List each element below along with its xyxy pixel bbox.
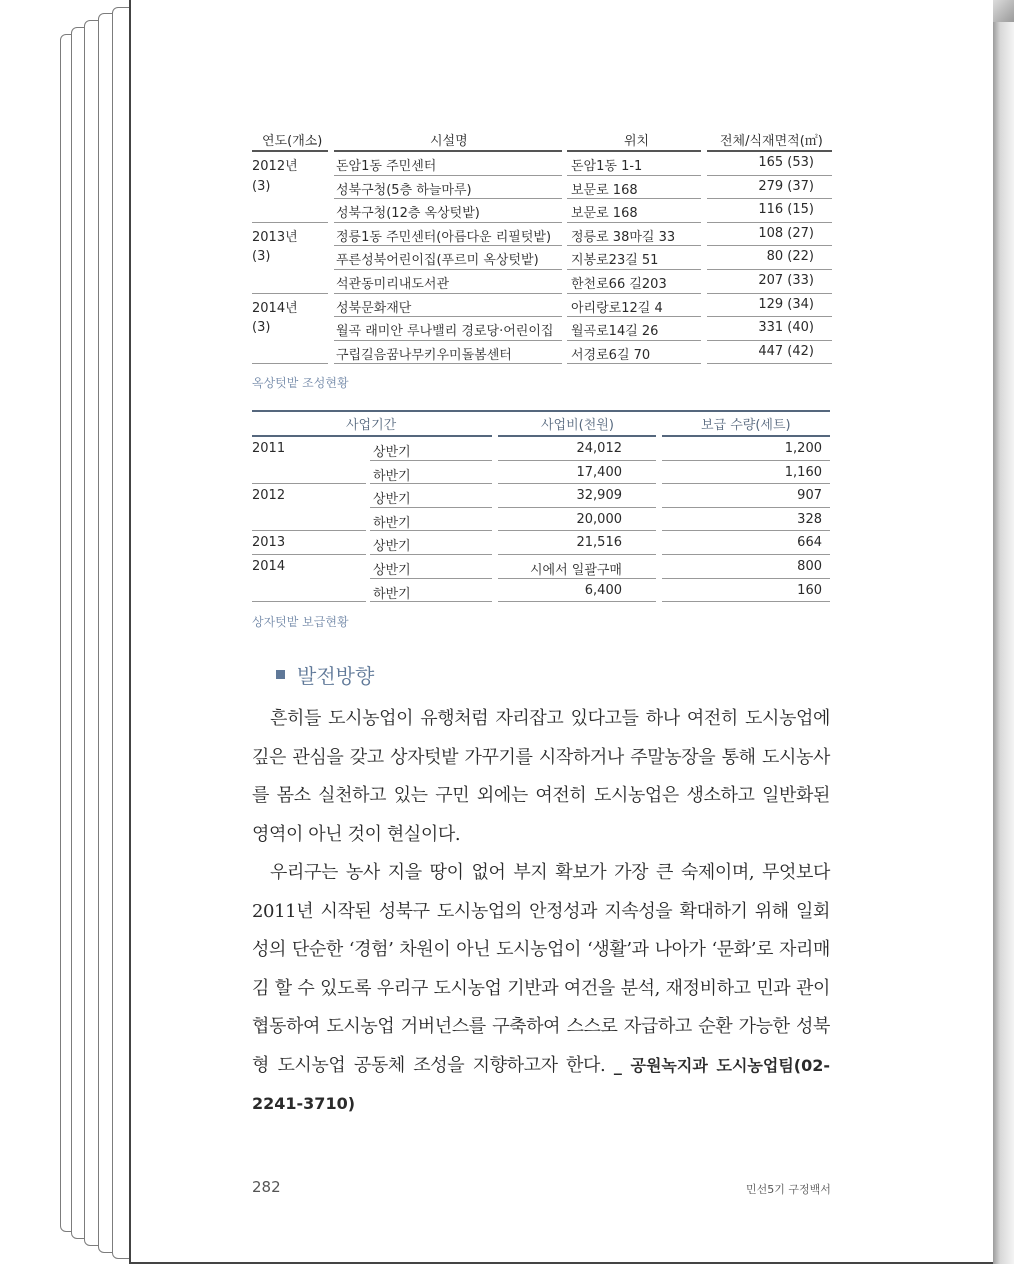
section-title (276, 660, 374, 689)
section-title-text: 발전방향 (297, 664, 375, 688)
table-header (252, 126, 832, 152)
cell-qty: 1,160 (784, 464, 822, 480)
table-row (252, 579, 830, 603)
cell-cost: 24,012 (576, 441, 622, 456)
col-year-header: 연도(개소) (262, 134, 323, 149)
cell-location: 한천로66 길203 (571, 276, 667, 292)
col-location-header: 위치 (624, 134, 650, 149)
table-row (252, 223, 832, 247)
cell-area: 447 (42) (758, 343, 814, 359)
table-row (252, 152, 832, 176)
cell-area: 116 (15) (758, 202, 814, 218)
cell-area: 331 (40) (758, 320, 814, 336)
cell-facility: 성북문화재단 (336, 300, 412, 316)
table-row (252, 246, 832, 270)
col-name-header: 시설명 (430, 134, 468, 149)
cell-qty: 1,200 (784, 441, 822, 456)
col-cost-header: 사업비(천원) (541, 418, 614, 433)
cell-area: 129 (34) (758, 296, 814, 312)
cell-half: 하반기 (373, 586, 411, 602)
cell-area: 279 (37) (758, 178, 814, 194)
cell-cost: 20,000 (576, 511, 622, 527)
paragraph-text: 우리구는 농사 지을 땅이 없어 부지 확보가 가장 큰 숙제이며, 무엇보다 2011년 시작된 성북구 도시농업의 안정성과 지속성을 확대하기 위해 일회성의 단순한 ‘경험’ 차원이 아닌 도시농업이 ‘생활’과 나아가 ‘문화’로 자리매김 할 수 있도록 우리구 도시농업 기반과 여건을 분석, 재정비하고 민과 관이 협동하여 도시농업 거버넌스를 구축하여 스스로 자급하고 순환 가능한 성북형 도시농업 공동체 조성을 지향하고자 한다. (252, 862, 830, 1076)
table-caption: 옥상텃밭 조성현황 (252, 376, 349, 390)
page-number: 282 (252, 1178, 281, 1196)
cell-cost: 시에서 일괄구매 (529, 562, 622, 578)
cell-cost: 17,400 (576, 464, 622, 480)
cell-year: 2012년 (252, 159, 298, 174)
cell-facility: 석관동미리내도서관 (336, 276, 450, 292)
cell-year: (3) (252, 320, 271, 336)
cell-qty: 328 (797, 511, 822, 527)
paragraph (252, 854, 830, 1124)
cell-facility: 돈암1동 주민센터 (336, 159, 437, 174)
cell-area: 165 (53) (758, 155, 814, 170)
body-text (252, 700, 830, 1124)
cell-year: 2013 (252, 535, 286, 551)
table-row (252, 317, 832, 341)
table-row (252, 199, 832, 223)
cell-location: 돈암1동 1-1 (571, 159, 643, 174)
col-period-header: 사업기간 (346, 418, 397, 433)
cell-location: 아리랑로12길 4 (571, 300, 663, 316)
cell-facility: 구립길음꿈나무키우미돌봄센터 (336, 347, 512, 363)
page-shadow (991, 0, 1014, 1264)
cell-qty: 800 (797, 558, 822, 574)
cell-cost: 21,516 (576, 535, 622, 551)
cell-area: 80 (22) (766, 249, 814, 265)
table-row (252, 341, 832, 365)
cell-area: 108 (27) (758, 225, 814, 241)
table-row (252, 176, 832, 200)
cell-year: 2014년 (252, 300, 298, 316)
cell-year: (3) (252, 178, 271, 194)
cell-location: 보문로 168 (571, 182, 638, 198)
cell-half: 하반기 (373, 468, 411, 484)
col-qty-header: 보급 수량(세트) (701, 418, 791, 433)
cell-qty: 160 (797, 582, 822, 598)
cell-facility: 정릉1동 주민센터(아름다운 리필텃밭) (336, 229, 552, 245)
cell-cost: 32,909 (576, 488, 622, 504)
cell-facility: 성북구청(12층 옥상텃밭) (336, 206, 480, 222)
table-row (252, 437, 830, 461)
cell-year: 2013년 (252, 229, 298, 245)
cell-location: 지봉로23길 51 (571, 253, 659, 269)
cell-year: 2011 (252, 441, 286, 456)
cell-half: 하반기 (373, 515, 411, 531)
cell-qty: 907 (797, 488, 822, 504)
cell-half: 상반기 (373, 539, 411, 555)
rooftop-garden-table (252, 126, 832, 390)
running-title: 민선5기 구정백서 (746, 1183, 831, 1196)
cell-location: 정릉로 38마길 33 (571, 229, 676, 245)
table-row (252, 508, 830, 532)
table-header (252, 410, 830, 437)
table-row (252, 294, 832, 318)
cell-half: 상반기 (373, 492, 411, 508)
cell-half: 상반기 (373, 562, 411, 578)
table-row (252, 270, 832, 294)
cell-location: 서경로6길 70 (571, 347, 651, 363)
cell-facility: 월곡 래미안 루나밸리 경로당·어린이집 (336, 324, 554, 340)
cell-half: 상반기 (373, 445, 411, 460)
cell-year: 2012 (252, 488, 286, 504)
col-area-header: 전체/식재면적(㎡) (720, 134, 823, 149)
cell-facility: 성북구청(5층 하늘마루) (336, 182, 472, 198)
cell-qty: 664 (797, 535, 822, 551)
table-caption: 상자텃밭 보급현황 (252, 615, 349, 629)
planter-supply-table (252, 410, 830, 629)
cell-year: (3) (252, 249, 271, 265)
bullet-square-icon (276, 670, 285, 679)
author-credit: _ 공원녹지과 도시농업팀(02-2241-3710) (252, 1055, 830, 1113)
cell-year: 2014 (252, 558, 286, 574)
cell-cost: 6,400 (584, 582, 622, 598)
table-row (252, 531, 830, 555)
cell-location: 보문로 168 (571, 206, 638, 222)
paragraph: 흔히들 도시농업이 유행처럼 자리잡고 있다고들 하나 여전히 도시농업에 깊은 관심을 갖고 상자텃밭 가꾸기를 시작하거나 주말농장을 통해 도시농사를 몸소 실천하고 있는 구민 외에는 여전히 도시농업은 생소하고 일반화된 영역이 아닌 것이 현실이다. (252, 708, 830, 845)
table-row (252, 461, 830, 485)
cell-location: 월곡로14길 26 (571, 324, 659, 340)
cell-facility: 푸른성북어린이집(푸르미 옥상텃밭) (336, 253, 539, 269)
cell-area: 207 (33) (758, 272, 814, 288)
table-row (252, 555, 830, 579)
table-row (252, 484, 830, 508)
